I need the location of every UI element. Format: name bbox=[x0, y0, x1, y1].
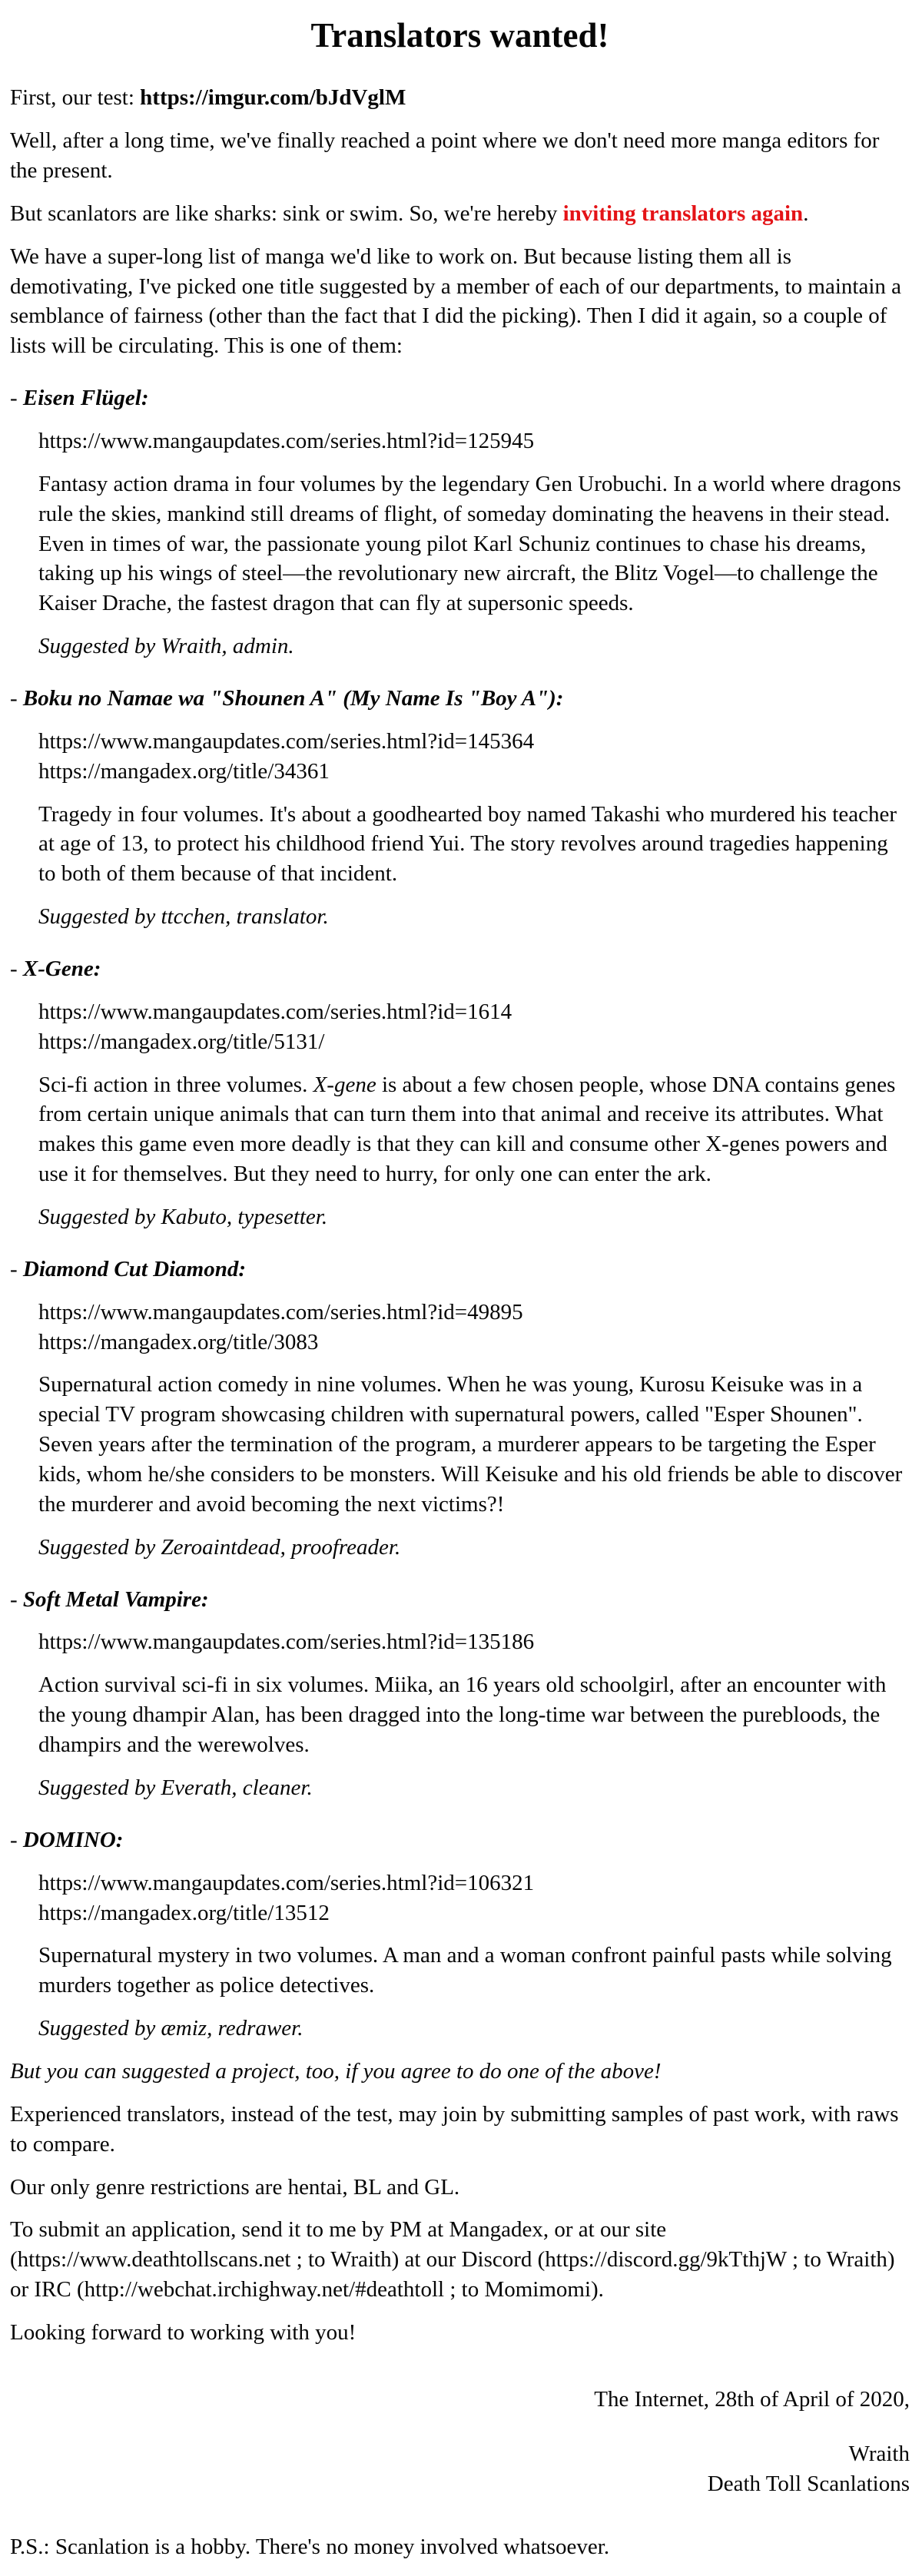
series-suggested-by: Suggested by Zeroaintdead, proofreader. bbox=[38, 1534, 401, 1560]
series-links bbox=[38, 997, 910, 1057]
series-suggested-by: Suggested by æmiz, redrawer. bbox=[38, 2016, 303, 2041]
list-dash: - bbox=[10, 1256, 18, 1281]
list-dash: - bbox=[10, 1827, 18, 1852]
paragraph-how-to-apply: To submit an application, send it to me by PM at Mangadex, or at our site (https://www.deathtollscans.net ; to Wraith) at our Discord (https://discord.gg/9kTthjW ; to Wraith) or IRC (http://webchat.irchighway.net/#deathtoll ; to Momimomi). bbox=[10, 2217, 895, 2302]
ps-line: P.S.: Scanlation is a hobby. There's no money involved whatsoever. bbox=[10, 2535, 610, 2560]
series-link: https://mangadex.org/title/34361 bbox=[38, 758, 330, 784]
series-section-x-gene bbox=[10, 954, 910, 1232]
series-description: Tragedy in four volumes. It's about a goodhearted boy named Takashi who murdered his teacher at age of 13, to protect his childhood friend Yui. The story revolves around tragedies happening to both of them because of that incident. bbox=[38, 801, 897, 887]
sharks-text: But scanlators are like sharks: sink or swim. So, we're hereby bbox=[10, 201, 563, 226]
series-link: https://mangadex.org/title/13512 bbox=[38, 1900, 330, 1925]
series-details bbox=[10, 997, 910, 1232]
paragraph-sharks bbox=[10, 199, 910, 229]
list-dash: - bbox=[10, 386, 18, 411]
test-line bbox=[10, 83, 910, 113]
series-title: Eisen Flügel: bbox=[22, 386, 149, 411]
series-details bbox=[10, 1627, 910, 1802]
series-link: https://www.mangaupdates.com/series.html?id=125945 bbox=[38, 428, 535, 453]
list-dash: - bbox=[10, 956, 18, 982]
sharks-period: . bbox=[803, 201, 809, 226]
series-links bbox=[38, 1627, 910, 1657]
series-suggested-by: Suggested by Everath, cleaner. bbox=[38, 1775, 313, 1800]
description-text: is about a few chosen people, whose DNA contains genes from certain unique animals that can turn them into that animal and receive its attributes. What makes this game even more deadly is that they can kill and consume other X-genes powers and use it for themselves. But they need to hurry, for only one can enter the ark. bbox=[38, 1072, 896, 1187]
series-links bbox=[38, 1868, 910, 1928]
series-description: Fantasy action drama in four volumes by the legendary Gen Urobuchi. In a world where dragons rule the skies, mankind still dreams of flight, of someday dominating the heavens in their stead. Even in times of war, the passionate young pilot Karl Schuniz continues to chase his dreams, taking up his wings of steel—the revolutionary new aircraft, the Blitz Vogel—to challenge the Kaiser Drache, the fastest dragon that can fly at supersonic speeds. bbox=[38, 471, 901, 616]
test-line-prefix: First, our test: bbox=[10, 85, 141, 111]
page-title: Translators wanted! bbox=[310, 16, 609, 55]
series-description: Supernatural mystery in two volumes. A man and a woman confront painful pasts while solving murders together as police detectives. bbox=[38, 1943, 892, 1998]
signature-block bbox=[10, 2439, 910, 2499]
series-link: https://www.mangaupdates.com/series.html?id=106321 bbox=[38, 1870, 535, 1895]
series-link: https://www.mangaupdates.com/series.html?id=49895 bbox=[38, 1299, 523, 1324]
paragraph-experienced: Experienced translators, instead of the test, may join by submitting samples of past work, with raws to compare. bbox=[10, 2101, 899, 2157]
series-section-eisen-flugel bbox=[10, 383, 910, 661]
series-heading bbox=[10, 684, 910, 714]
series-description: Supernatural action comedy in nine volumes. When he was young, Kurosu Keisuke was in a special TV program showcasing children with supernatural powers, called "Esper Shounen". Seven years after the termination of the program, a murderer appears to be targeting the Esper kids, whom he/she considers to be monsters. Will Keisuke and his old friends be able to discover the murderer and avoid becoming the next victims?! bbox=[38, 1372, 903, 1517]
series-name-inline: X-gene bbox=[313, 1072, 376, 1097]
series-title: Diamond Cut Diamond: bbox=[22, 1256, 246, 1281]
series-links bbox=[38, 426, 910, 456]
series-heading bbox=[10, 1825, 910, 1855]
description-text: Sci-fi action in three volumes. bbox=[38, 1072, 313, 1097]
series-details bbox=[10, 1298, 910, 1563]
series-description: Action survival sci-fi in six volumes. Miika, an 16 years old schoolgirl, after an encounter with the young dhampir Alan, has been dragged into the long-time war between the purebloods, the dhampirs and the werewolves. bbox=[38, 1673, 887, 1758]
series-link: https://mangadex.org/title/3083 bbox=[38, 1329, 319, 1354]
signature-name: Wraith bbox=[848, 2441, 910, 2466]
series-links bbox=[38, 727, 910, 787]
series-suggested-by: Suggested by Wraith, admin. bbox=[38, 634, 294, 659]
paragraph-looking-forward: Looking forward to working with you! bbox=[10, 2319, 357, 2345]
series-suggested-by: Suggested by Kabuto, typesetter. bbox=[38, 1205, 328, 1230]
series-details bbox=[10, 1868, 910, 2044]
series-title: DOMINO: bbox=[22, 1827, 124, 1852]
series-details bbox=[10, 426, 910, 661]
series-link: https://www.mangaupdates.com/series.html?id=1614 bbox=[38, 999, 512, 1024]
series-title: X-Gene: bbox=[22, 956, 101, 982]
series-link: https://www.mangaupdates.com/series.html?id=135186 bbox=[38, 1629, 535, 1655]
series-links bbox=[38, 1298, 910, 1358]
series-title: Boku no Namae wa "Shounen A" (My Name Is "Boy A"): bbox=[22, 686, 564, 711]
series-heading bbox=[10, 954, 910, 984]
date-line: The Internet, 28th of April of 2020, bbox=[594, 2386, 910, 2412]
series-title: Soft Metal Vampire: bbox=[22, 1586, 209, 1612]
series-section-domino bbox=[10, 1825, 910, 2044]
series-details bbox=[10, 727, 910, 932]
series-heading bbox=[10, 383, 910, 413]
suggest-note: But you can suggested a project, too, if you agree to do one of the above! bbox=[10, 2058, 662, 2084]
series-link: https://www.mangaupdates.com/series.html?id=145364 bbox=[38, 728, 535, 754]
inviting-translators-highlight: inviting translators again bbox=[562, 201, 804, 226]
list-dash: - bbox=[10, 686, 18, 711]
series-link: https://mangadex.org/title/5131/ bbox=[38, 1029, 325, 1054]
test-url: https://imgur.com/bJdVglM bbox=[140, 85, 406, 111]
series-section-boku-no-namae bbox=[10, 684, 910, 932]
series-suggested-by: Suggested by ttcchen, translator. bbox=[38, 904, 329, 930]
signature-group: Death Toll Scanlations bbox=[707, 2471, 910, 2496]
paragraph-editors: Well, after a long time, we've finally reached a point where we don't need more manga editors for the present. bbox=[10, 128, 880, 183]
series-heading bbox=[10, 1585, 910, 1615]
paragraph-genre-restrictions: Our only genre restrictions are hentai, BL and GL. bbox=[10, 2174, 460, 2200]
series-section-soft-metal-vampire bbox=[10, 1585, 910, 1803]
series-description bbox=[38, 1070, 910, 1189]
list-dash: - bbox=[10, 1586, 18, 1612]
paragraph-list-intro: We have a super-long list of manga we'd like to work on. But because listing them all is demotivating, I've picked one title suggested by a member of each of our departments, to maintain a semblance of fairness (other than the fact that I did the picking). Then I did it again, so a couple of lists will be circulating. This is one of them: bbox=[10, 244, 902, 359]
series-section-diamond-cut-diamond bbox=[10, 1255, 910, 1563]
series-heading bbox=[10, 1255, 910, 1285]
